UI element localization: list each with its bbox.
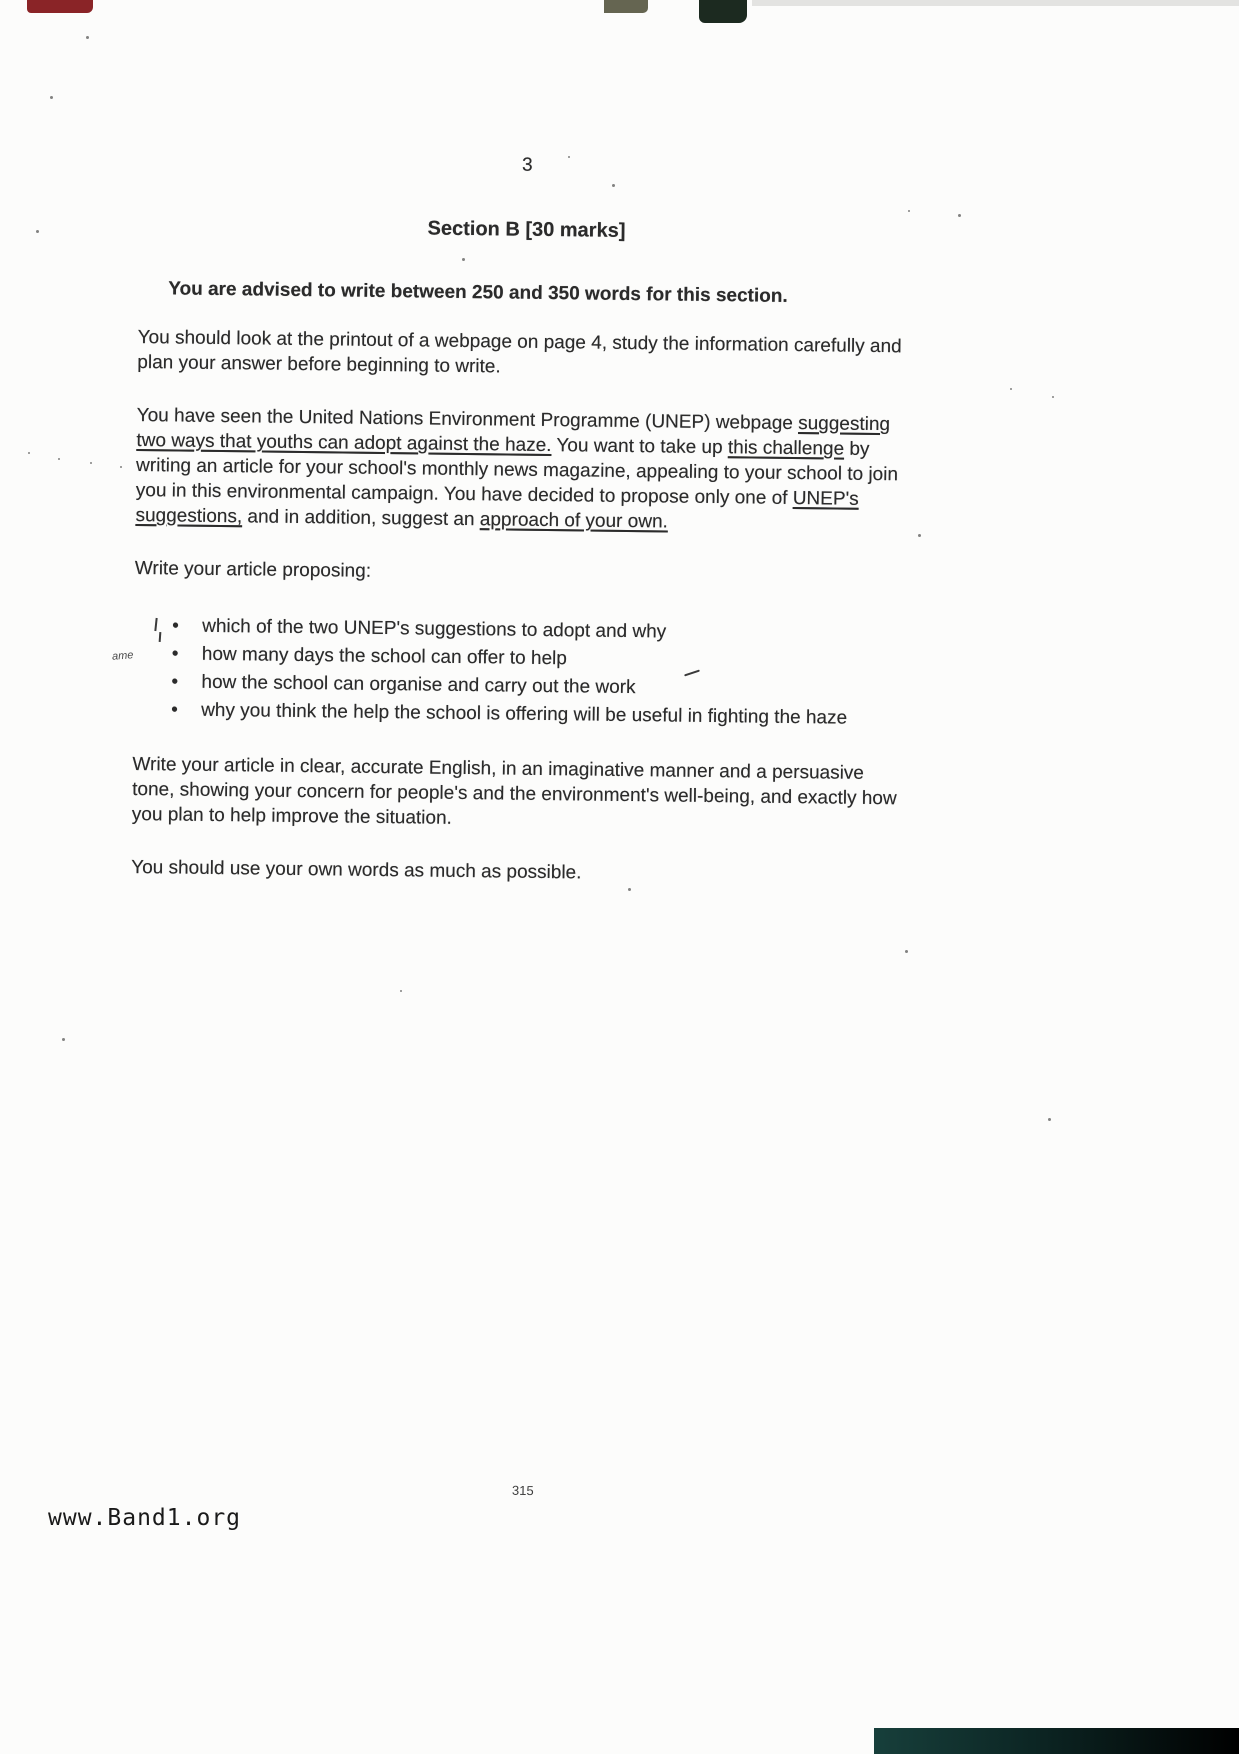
style-guidance-paragraph: Write your article in clear, accurate English, in an imaginative manner and a persuasive tone, showing your concern for people's and the environment's well-being, and exactly how you plan to help improve the situation. bbox=[131, 753, 897, 829]
scan-speck bbox=[28, 452, 30, 454]
scan-speck bbox=[905, 950, 908, 953]
scan-speck bbox=[50, 96, 53, 99]
scenario-underlined-segment: this challenge bbox=[727, 437, 845, 460]
bullet-text: which of the two UNEP's suggestions to adopt and why bbox=[202, 615, 667, 643]
bullet-icon: • bbox=[172, 615, 179, 637]
own-words-paragraph: You should use your own words as much as possible. bbox=[131, 856, 582, 884]
scan-speck bbox=[400, 990, 402, 992]
scenario-text-segment: and in addition, suggest an bbox=[242, 506, 480, 531]
scenario-paragraph bbox=[135, 403, 911, 537]
scan-speck bbox=[36, 230, 39, 233]
scenario-underlined-segment: approach of your own. bbox=[479, 509, 668, 533]
scenario-text-segment: You have seen the United Nations Environment Programme (UNEP) webpage bbox=[136, 404, 799, 435]
scan-speck bbox=[1010, 388, 1012, 390]
scenario-text-segment: You want to take up bbox=[551, 435, 729, 459]
scan-artifact-top-olive bbox=[604, 0, 648, 13]
bullet-icon: • bbox=[171, 699, 178, 721]
bullet-icon: • bbox=[171, 671, 179, 693]
scan-speck bbox=[918, 534, 921, 537]
word-count-advice: You are advised to write between 250 and 350 words for this section. bbox=[168, 278, 788, 307]
page-number: 3 bbox=[521, 154, 533, 176]
scenario-text-segment: by writing an article for your school's monthly news magazine, appealing to your school to join you in this environmental campaign. You have decided to propose only one of bbox=[135, 438, 899, 510]
handwritten-margin-note: ame bbox=[111, 649, 134, 663]
scan-speck bbox=[120, 466, 122, 468]
scan-speck bbox=[86, 36, 89, 39]
document-content bbox=[131, 148, 915, 917]
list-item bbox=[171, 697, 908, 731]
scenario-underlined-segment: suggesting two ways that youths can adopt against the haze. bbox=[136, 413, 891, 457]
scan-artifact-bottom-teal-bar bbox=[874, 1728, 1239, 1754]
section-heading: Section B [30 marks] bbox=[427, 217, 626, 242]
scan-speck bbox=[1048, 1118, 1051, 1121]
bullet-text: how the school can organise and carry out the work bbox=[201, 671, 636, 699]
scan-artifact-top-edge-shadow bbox=[752, 0, 1239, 6]
footer-page-code: 315 bbox=[511, 1482, 534, 1499]
scan-artifact-top-left-red bbox=[27, 0, 93, 13]
website-watermark: www.Band1.org bbox=[48, 1505, 242, 1531]
scan-speck bbox=[958, 214, 961, 217]
instruction-paragraph: You should look at the printout of a webpage on page 4, study the information carefully and plan your answer before beginning to write. bbox=[137, 326, 902, 378]
bullet-text: how many days the school can offer to help bbox=[201, 643, 568, 670]
task-bullet-list bbox=[133, 613, 909, 731]
scan-speck bbox=[1052, 396, 1054, 398]
bullet-icon: • bbox=[171, 643, 179, 665]
scan-artifact-top-dark-green bbox=[699, 0, 747, 23]
scan-speck bbox=[58, 458, 60, 460]
scan-speck bbox=[62, 1038, 65, 1041]
bullet-text: why you think the help the school is offering will be useful in fighting the haze bbox=[201, 699, 848, 729]
task-prompt: Write your article proposing: bbox=[134, 557, 372, 582]
scenario-underlined-segment: UNEP's suggestions, bbox=[135, 488, 859, 528]
scan-speck bbox=[90, 462, 92, 464]
